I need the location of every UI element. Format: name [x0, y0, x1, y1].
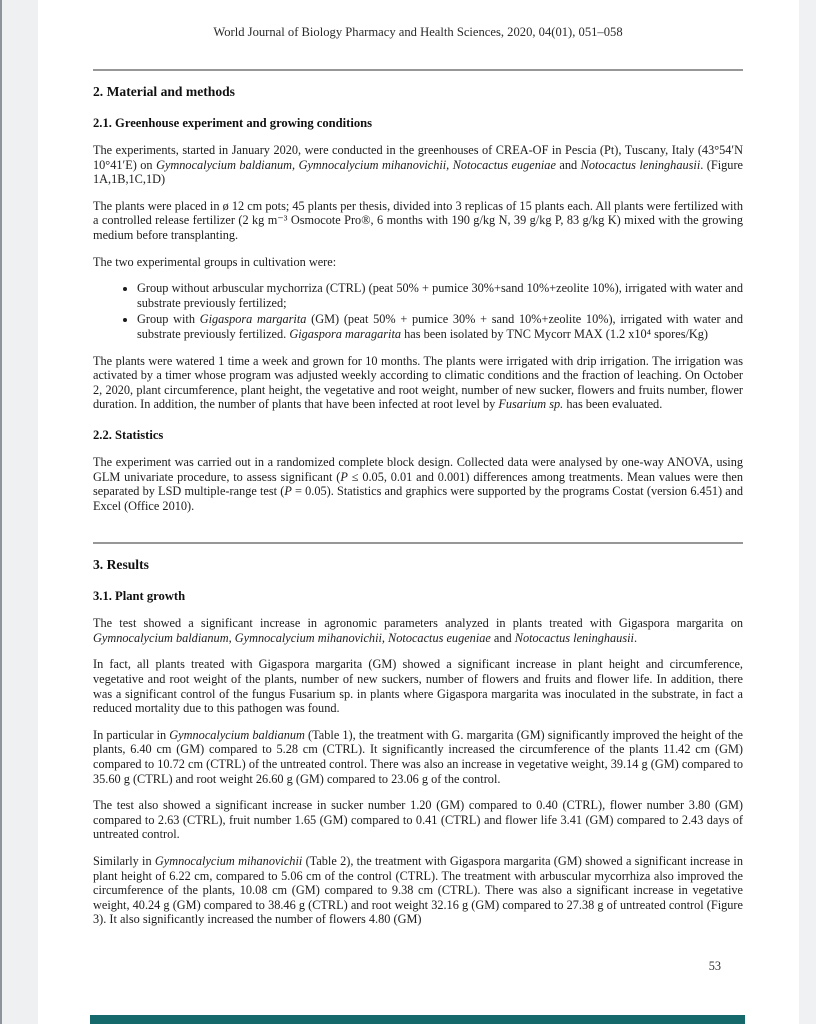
paragraph: The experiment was carried out in a randomized complete block design. Collected data were analysed by one-way ANOVA, using GLM univariate procedure, to assess significant (P ≤ 0.05, 0.01 and 0.001) differences among treatments. Mean values were then separated by LSD multiple-range test (P = 0.05). Statistics and graphics were supported by the programs Costat (version 6.451) and Excel (Office 2010). — [93, 454, 744, 513]
paragraph: The plants were watered 1 time a week and grown for 10 months. The plants were irrigated with drip irrigation. The irrigation was activated by a timer whose program was adjusted weekly according to climatic conditions and the fraction of leaching. On October 2, 2020, plant circumference, plant height, the vegetative and root weight, number of new sucker, flowers and fruits number, flower duration. In addition, the number of plants that have been infected at root level by Fusarium sp. has been evaluated. — [93, 353, 743, 412]
page-number: 53 — [708, 959, 721, 973]
paragraph: The experiments, started in January 2020, were conducted in the greenhouses of CREA-OF in Pescia (Pt), Tuscany, Italy (43°54′N 10°41′E) on Gymnocalycium baldianum, Gymnocalycium mihanovichii, Notocactus eugeniae and Notocactus leninghausii. (Figure 1A,1B,1C,1D) — [93, 143, 743, 187]
paragraph: In particular in Gymnocalycium baldianum (Table 1), the treatment with G. margarita (GM) significantly improved the height of the plants, 6.40 cm (GM) compared to 5.28 cm (CTRL). It significantly increased the circumference of the plants 11.42 cm (GM) compared to 10.72 cm (CTRL) of the untreated control. There was also an increase in vegetative weight, 39.14 g (GM) compared to 35.60 g (CTRL) and root weight 26.60 g (GM) compared to 23.06 g of the control. — [93, 727, 744, 786]
paragraph: The test also showed a significant increase in sucker number 1.20 (GM) compared to 0.40 (CTRL), flower number 3.80 (GM) compared to 2.63 (CTRL), fruit number 1.65 (GM) compared to 0.41 (CTRL) and flower life 3.41 (GM) compared to 2.43 days of untreated control. — [93, 798, 743, 842]
bullet-item: • Group without arbuscular mychorriza (CTRL) (peat 50% + pumice 30%+sand 10%+zeolite 10%), irrigated with water and substrate previously fertilized; — [137, 281, 743, 310]
section-heading: 2.2. Statistics — [93, 427, 164, 442]
journal-header: World Journal of Biology Pharmacy and Health Sciences, 2020, 04(01), 051–058 — [213, 25, 623, 39]
paragraph: The test showed a significant increase in agronomic parameters analyzed in plants treated with Gigaspora margarita on Gymnocalycium baldianum, Gymnocalycium mihanovichii, Notocactus eugeniae and Notocactus leninghausii. — [93, 616, 743, 645]
section-heading: 2.1. Greenhouse experiment and growing conditions — [93, 116, 373, 130]
section-heading: 2. Material and methods — [93, 84, 235, 99]
section-divider — [93, 69, 743, 71]
paragraph: In fact, all plants treated with Gigaspora margarita (GM) showed a significant increase in plant height and circumference, vegetative and root weight of the plants, number of new suckers, number of flowers and fruits and flower life. In addition, there was a significant control of the fungus Fusarium sp. in plants where Gigaspora margarita was inoculated in the substrate, in fact a reduced mortality due to this pathogen was found. — [93, 657, 743, 716]
paragraph: The plants were placed in ø 12 cm pots; 45 plants per thesis, divided into 3 replicas of 15 plants each. All plants were fertilized with a controlled release fertilizer (2 kg m⁻³ Osmocote Pro®, 6 months with 190 g/kg N, 39 g/kg P, 83 g/kg K) mixed with the growing medium before transplanting. — [93, 198, 743, 242]
section-heading: 3. Results — [93, 557, 149, 573]
bullet-item: • Group with Gigaspora margarita (GM) (peat 50% + pumice 30% + sand 10%+zeolite 10%), irrigated with water and substrate previously fertilized. Gigaspora maragarita has been isolated by TNC Mycorr MAX (1.2 x10⁴ spores/Kg) — [137, 312, 743, 341]
section-heading: 3.1. Plant growth — [93, 589, 186, 604]
document-page — [38, 0, 799, 1024]
paragraph: Similarly in Gymnocalycium mihanovichii (Table 2), the treatment with Gigaspora margarita (GM) showed a significant increase in plant height of 6.22 cm, compared to 5.06 cm of the control (CTRL). The treatment with arbuscular mycorrhiza also improved the circumference of the plants, 10.08 cm (GM) compared to 9.38 cm (CTRL). There was also a significant increase in vegetative weight, 40.24 g (GM) compared to 38.46 g (CTRL) and root weight 32.16 g (GM) compared to 27.38 g of untreated control (Figure 3). It also significantly increased the number of flowers 4.80 (GM) — [93, 854, 743, 927]
document-body — [93, 69, 743, 927]
viewer-right-margin — [799, 0, 816, 1024]
section-divider — [93, 542, 743, 544]
paragraph: The two experimental groups in cultivation were: — [93, 254, 337, 269]
document-content — [93, 0, 743, 927]
bullet-list — [93, 281, 743, 341]
footer-accent-bar — [90, 1015, 745, 1024]
viewer-left-margin — [0, 0, 38, 1024]
